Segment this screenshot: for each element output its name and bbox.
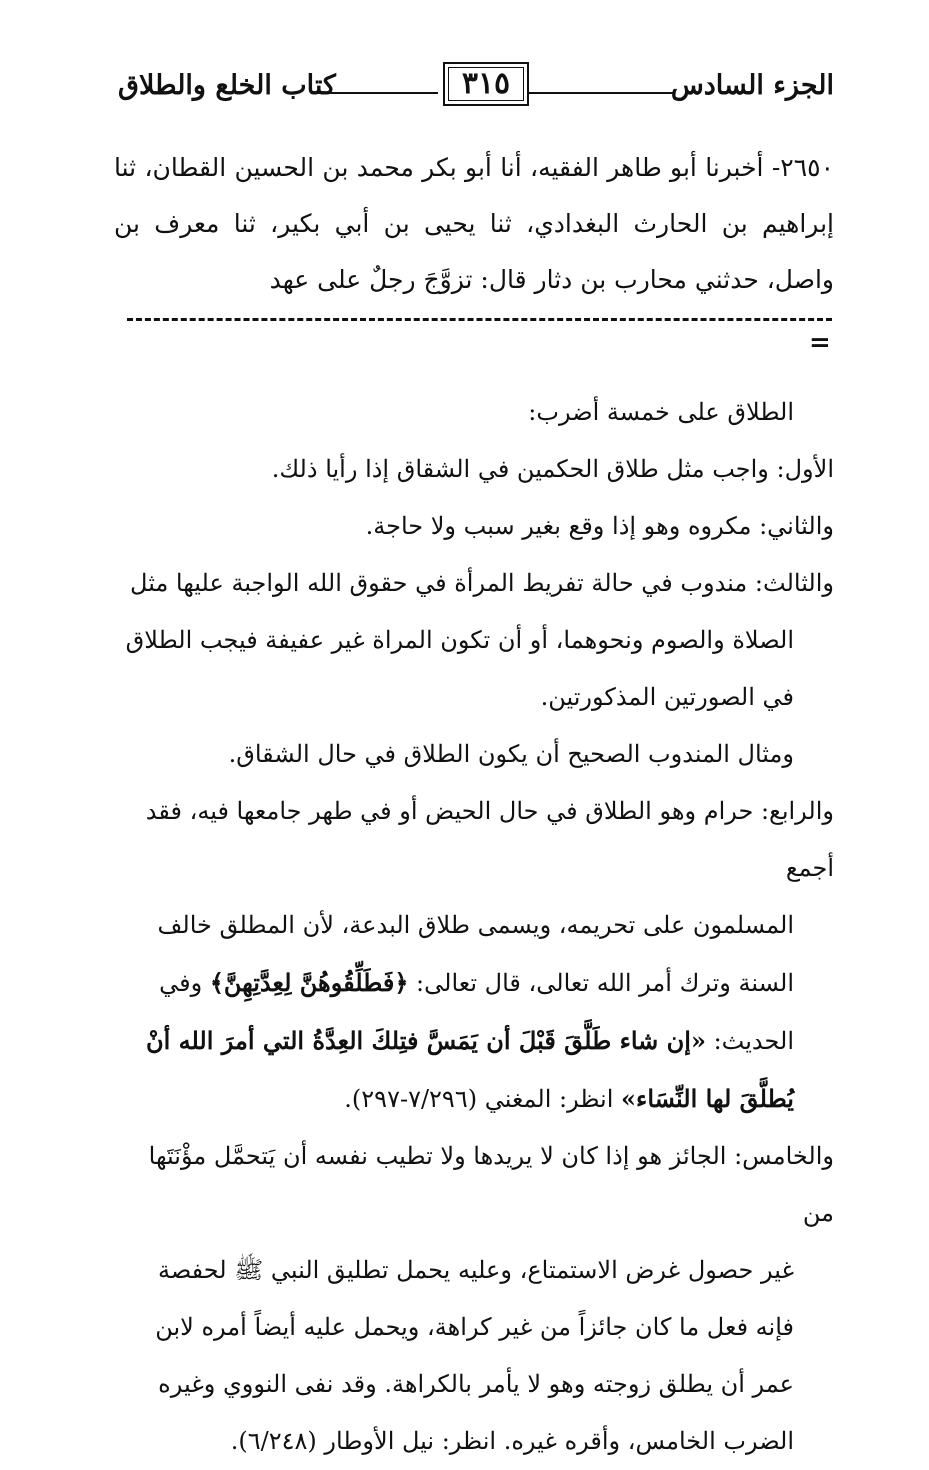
quran-verse: ﴿فَطَلِّقُوهُنَّ لِعِدَّتِهِنَّ﴾ — [209, 968, 409, 997]
page-header — [118, 62, 834, 112]
note-third: والثالث: مندوب في حالة تفريط المرأة في حقوق الله الواجبة عليها مثل — [130, 569, 834, 597]
footnote-separator — [127, 318, 832, 321]
note-third-cont: الصلاة والصوم ونحوهما، أو أن تكون المراة غير عفيفة فيجب الطلاق في الصورتين المذكورتين. — [125, 626, 794, 711]
note-fifth: والخامس: الجائز هو إذا كان لا يريدها ولا تطيب نفسه أن يَتحمَّل مؤْنَتَها من — [148, 1142, 834, 1227]
note-first: الأول: واجب مثل طلاق الحكمين في الشقاق إذا رأيا ذلك. — [271, 455, 834, 483]
note-fourth-reference: انظر: المغني (٧/٢٩٦-٢٩٧). — [344, 1085, 614, 1113]
header-rule-right — [529, 92, 674, 94]
page-number: ٣١٥ — [461, 66, 511, 101]
header-part-label: الجزء السادس — [670, 70, 834, 101]
note-second: والثاني: مكروه وهو إذا وقع بغير سبب ولا حاجة. — [365, 512, 834, 540]
note-example: ومثال المندوب الصحيح أن يكون الطلاق في حال الشقاق. — [228, 740, 794, 768]
note-fourth-text-b: وفي الحديث: — [159, 969, 794, 1055]
hadith-quote: «إن شاء طَلَّقَ قَبْلَ أن يَمَسَّ فتِلكَ العِدَّةُ التي أمرَ الله أنْ يُطلَّقَ لها النِّسَاء» — [145, 1026, 794, 1113]
header-rule-left — [318, 92, 438, 94]
note-fourth-cont — [114, 897, 834, 1128]
footnote-block — [114, 384, 834, 1470]
header-book-title: كتاب الخلع والطلاق — [118, 70, 336, 101]
note-fourth: والرابع: حرام وهو الطلاق في حال الحيض أو في طهر جامعها فيه، فقد أجمع — [145, 797, 834, 882]
note-fifth-cont: غير حصول غرض الاستمتاع، وعليه يحمل تطليق النبي ﷺ لحفصة فإنه فعل ما كان جائزاً من غير كراهة، ويحمل عليه أيضاً أمره لابن عمر أن يطلق زوجته وهو لا يأمر بالكراهة. وقد نفى النووي وغيره الضرب الخامس، وأقره غيره. انظر: نيل الأوطار (٦/٢٤٨). — [155, 1256, 794, 1455]
continuation-mark: = — [809, 328, 831, 358]
note-intro: الطلاق على خمسة أضرب: — [528, 398, 794, 426]
main-text: ٢٦٥٠- أخبرنا أبو طاهر الفقيه، أنا أبو بكر محمد بن الحسين القطان، ثنا إبراهيم بن الحارث البغدادي، ثنا يحيى بن أبي بكير، ثنا معرف بن واصل، حدثني محارب بن دثار قال: تزوَّجَ رجلٌ على عهد — [114, 153, 834, 294]
note-fourth-text-a: المسلمون على تحريمه، ويسمى طلاق البدعة، لأن المطلق خالف السنة وترك أمر الله تعالى، قال تعالى: — [157, 911, 794, 997]
page-number-box — [443, 62, 529, 106]
